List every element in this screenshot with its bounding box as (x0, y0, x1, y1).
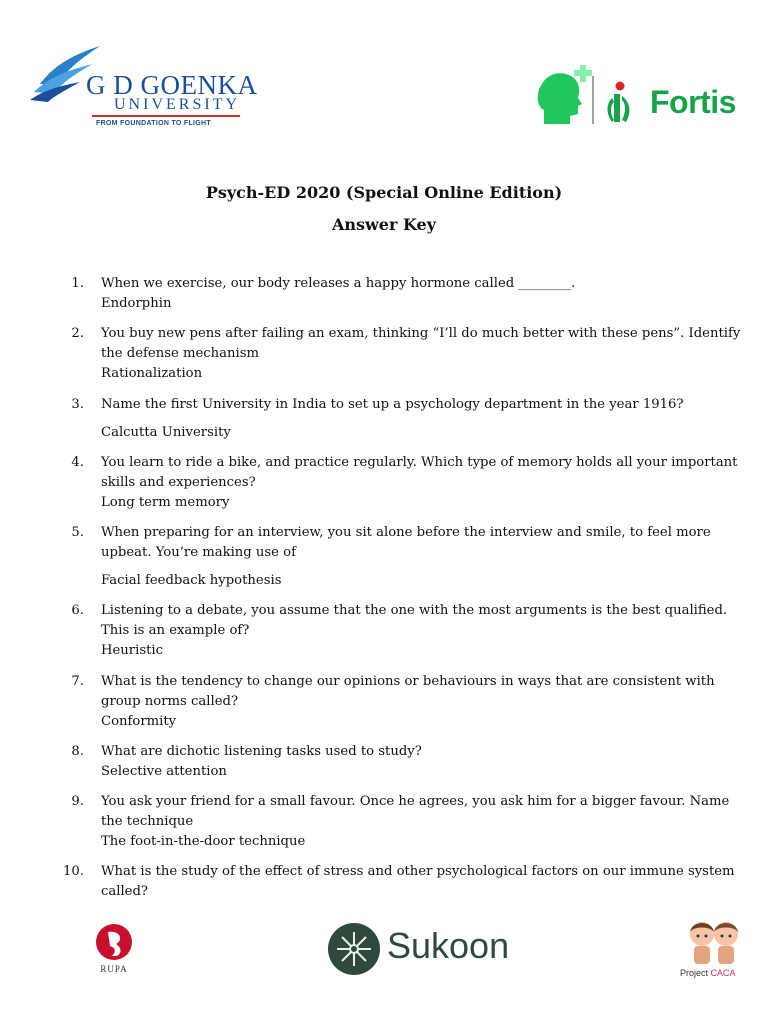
gdg-university: UNIVERSITY (114, 96, 240, 113)
answer-text: Rationalization (101, 366, 203, 381)
answer-text: Endorphin (101, 296, 172, 311)
rupa-emblem-icon (86, 920, 142, 964)
question-text: Listening to a debate, you assume that the one with the most arguments is the best qualified. This is an example of? (101, 603, 728, 638)
sukoon-flower-icon (327, 922, 381, 976)
question-text: What are dichotic listening tasks used to study? (101, 744, 422, 759)
project-caca-wordmark (680, 968, 746, 978)
gdg-divider (92, 115, 240, 117)
question-text: What is the study of the effect of stress and other psychological factors on our immune system called? (101, 864, 735, 899)
caca-prefix: Project (680, 968, 711, 978)
answer-text: Conformity (101, 714, 177, 729)
question-number: 8. (71, 744, 84, 759)
head-puzzle-icon (534, 62, 644, 132)
answer-text: Selective attention (101, 764, 227, 779)
fortis-logo (534, 62, 744, 132)
sukoon-wordmark: Sukoon (387, 925, 510, 966)
fortis-wordmark: Fortis (650, 84, 736, 120)
question-number: 3. (71, 397, 84, 412)
rupa-wordmark: RUPA (100, 964, 128, 974)
caca-accent: CACA (710, 968, 736, 978)
gd-goenka-logo (30, 44, 260, 127)
question-number: 2. (71, 326, 84, 341)
answer-text: Calcutta University (101, 425, 231, 440)
gdg-name: G D GOENKA (86, 70, 258, 100)
project-caca-logo (680, 914, 746, 984)
question-number: 5. (71, 525, 84, 540)
children-faces-icon (684, 914, 744, 966)
answer-text: Facial feedback hypothesis (101, 573, 282, 588)
rupa-logo (86, 920, 142, 980)
document-subtitle: Answer Key (331, 215, 437, 234)
answer-text: The foot-in-the-door technique (101, 834, 306, 849)
answer-text: Heuristic (101, 643, 163, 658)
question-number: 6. (71, 603, 84, 618)
document-title: Psych-ED 2020 (Special Online Edition) (205, 183, 563, 202)
question-number: 1. (71, 276, 84, 291)
question-text: You ask your friend for a small favour. Once he agrees, you ask him for a bigger favour. Name the technique (101, 794, 730, 829)
question-text: When preparing for an interview, you sit alone before the interview and smile, to feel more upbeat. You’re making use of (101, 525, 711, 560)
question-text: When we exercise, our body releases a happy hormone called ________. (101, 276, 576, 291)
question-text: What is the tendency to change our opinions or behaviours in ways that are consistent with group norms called? (101, 674, 715, 709)
sukoon-logo (327, 920, 517, 980)
question-number: 4. (71, 455, 84, 470)
question-text: You buy new pens after failing an exam, thinking “I’ll do much better with these pens”. Identify the defense mechanism (101, 326, 741, 361)
answer-text: Long term memory (101, 495, 230, 510)
question-number: 10. (63, 864, 84, 879)
gdg-tagline: FROM FOUNDATION TO FLIGHT (96, 120, 211, 127)
question-text: You learn to ride a bike, and practice regularly. Which type of memory holds all your important skills and experiences? (101, 455, 738, 490)
question-text: Name the first University in India to set up a psychology department in the year 1916? (101, 397, 684, 412)
question-number: 7. (71, 674, 84, 689)
question-number: 9. (71, 794, 84, 809)
